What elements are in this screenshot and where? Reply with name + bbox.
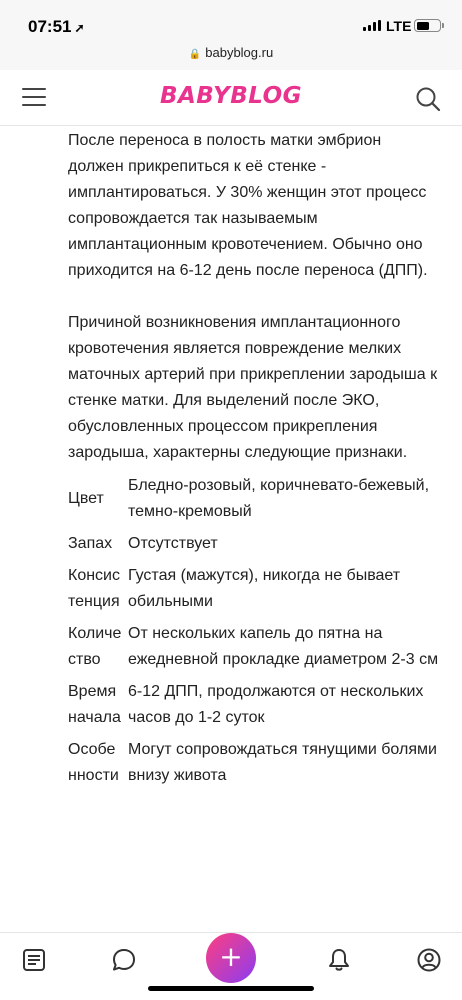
table-row bbox=[68, 528, 440, 560]
table-row bbox=[68, 618, 440, 676]
article-paragraph: После переноса в полость матки эмбрион должен прикрепиться к её стенке - имплантироваться. У 30% женщин этот процесс сопровождается так называемым имплантационным кровотечением. Обычно оно приходится на 6-12 день после переноса (ДПП). bbox=[68, 132, 428, 279]
table-value: Отсутствует bbox=[128, 535, 218, 552]
table-key: Особенности bbox=[68, 741, 119, 784]
table-row bbox=[68, 676, 440, 734]
home-indicator bbox=[148, 986, 314, 991]
table-key: Цвет bbox=[68, 490, 104, 507]
site-header bbox=[0, 70, 462, 126]
battery-level bbox=[417, 22, 429, 30]
table-value: От нескольких капель до пятна на ежедневной прокладке диаметром 2-3 см bbox=[128, 625, 439, 668]
signal-icon bbox=[363, 20, 381, 31]
location-arrow-icon: ➚ bbox=[74, 21, 85, 35]
table-key: Запах bbox=[68, 535, 113, 552]
symptoms-table bbox=[68, 470, 440, 792]
network-label: LTE bbox=[386, 18, 412, 34]
url-text: babyblog.ru bbox=[205, 45, 274, 60]
table-key: Количество bbox=[68, 625, 122, 668]
search-icon[interactable] bbox=[415, 86, 441, 112]
chat-icon[interactable] bbox=[111, 947, 137, 973]
feed-icon[interactable] bbox=[21, 947, 47, 973]
lock-icon: 🔒 bbox=[188, 49, 202, 60]
status-time: 07:51 ➚ bbox=[28, 17, 85, 36]
battery-icon bbox=[414, 19, 441, 32]
table-row bbox=[68, 734, 440, 792]
table-value: Бледно-розовый, коричневато-бежевый, темно-кремовый bbox=[128, 477, 430, 520]
table-value: 6-12 ДПП, продолжаются от нескольких часов до 1-2 суток bbox=[128, 683, 424, 726]
article-body bbox=[68, 128, 440, 792]
table-value: Густая (мажутся), никогда не бывает обильными bbox=[128, 567, 401, 610]
table-key: Консистенция bbox=[68, 567, 120, 610]
add-post-button[interactable]: + bbox=[206, 933, 256, 983]
table-row bbox=[68, 560, 440, 618]
status-bar bbox=[0, 0, 462, 44]
url-bar[interactable] bbox=[0, 44, 462, 70]
table-value: Могут сопровождаться тянущими болями внизу живота bbox=[128, 741, 437, 784]
article-paragraph: Причиной возникновения имплантационного кровотечения является повреждение мелких маточных артерий при прикреплении зародыша к стенке матки. Для выделений после ЭКО, обусловленных процессом прикрепления зародыша, характерны следующие признаки. bbox=[68, 314, 438, 461]
profile-icon[interactable] bbox=[416, 947, 442, 973]
table-row bbox=[68, 470, 440, 528]
site-logo[interactable]: BABYBLOG bbox=[159, 83, 303, 109]
table-key: Время начала bbox=[68, 683, 121, 726]
notifications-bell-icon[interactable] bbox=[326, 947, 352, 973]
